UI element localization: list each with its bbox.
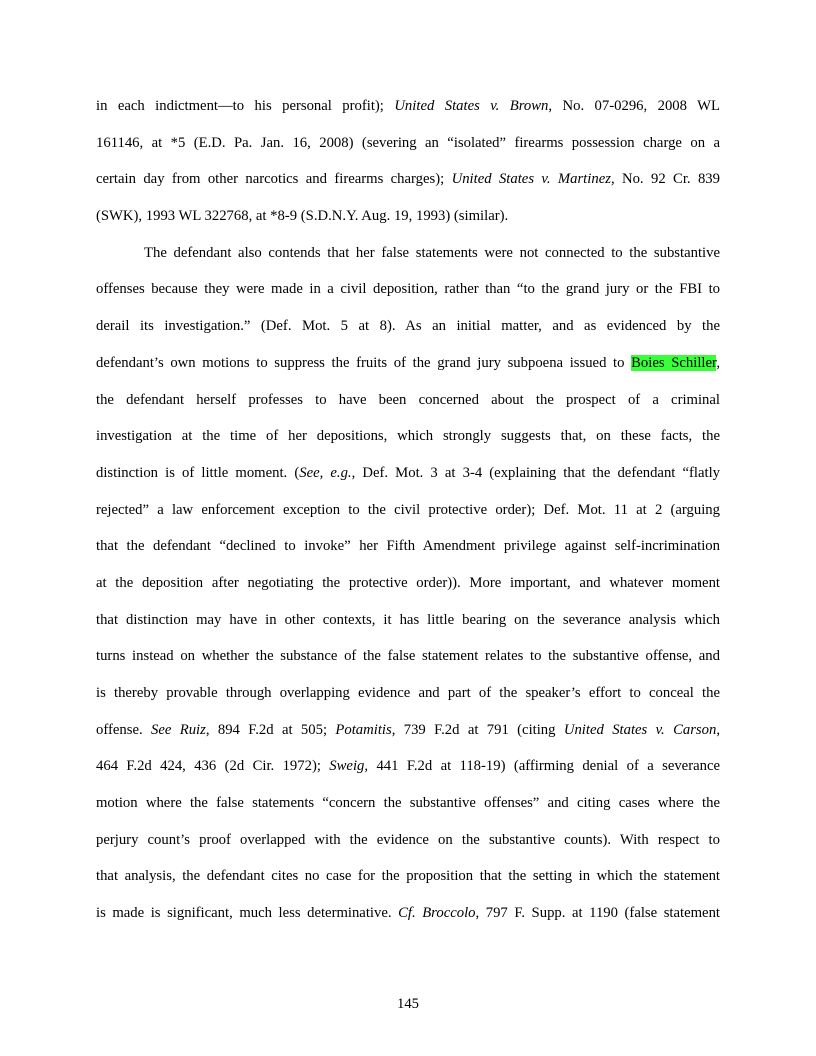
text-run: , 894 F.2d at 505; (205, 721, 336, 738)
text-line (96, 93, 720, 130)
text-run: investigation at the time of her depositions, which strongly suggests that, on these facts, the (96, 428, 720, 445)
text-run: , No. 07-0296, 2008 WL (548, 98, 720, 114)
text-run: rejected” a law enforcement exception to the civil protective order); Def. Mot. 11 at 2 (arguing (96, 501, 720, 518)
text-line (96, 790, 720, 827)
text-line (96, 863, 720, 900)
text-line (96, 570, 720, 607)
text-line (96, 313, 720, 350)
italic-citation: Sweig (329, 758, 365, 775)
text-run: the defendant herself professes to have been concerned about the prospect of a criminal (96, 391, 720, 408)
text-line (96, 827, 720, 864)
text-run: offenses because they were made in a civil deposition, rather than “to the grand jury or the FBI to (96, 281, 720, 298)
text-run: that the defendant “declined to invoke” her Fifth Amendment privilege against self-incrimination (96, 538, 720, 555)
text-run: The defendant also contends that her false statements were not connected to the substantive (144, 244, 720, 261)
text-run: distinction is of little moment. ( (96, 464, 300, 481)
text-run: 464 F.2d 424, 436 (2d Cir. 1972); (96, 758, 330, 775)
text-run: certain day from other narcotics and firearms charges); (96, 171, 452, 188)
text-line (96, 350, 720, 387)
text-run: that distinction may have in other contexts, it has little bearing on the severance analysis which (96, 611, 720, 628)
text-run: motion where the false statements “concern the substantive offenses” and citing cases where the (96, 795, 720, 812)
text-run: , 441 F.2d at 118-19) (affirming denial of a severance (364, 758, 720, 775)
text-run: , 797 F. Supp. at 1190 (false statement (475, 905, 720, 922)
document-body (96, 93, 720, 937)
text-run: in each indictment—to his personal profit); (96, 98, 395, 114)
text-line (96, 533, 720, 570)
text-line (96, 717, 720, 754)
italic-citation: See Ruiz (150, 721, 206, 738)
page-number: 145 (396, 996, 420, 1012)
text-line (96, 387, 720, 424)
italic-citation: Potamitis (335, 721, 392, 738)
text-line (96, 497, 720, 534)
text-line (96, 130, 720, 167)
text-line (96, 680, 720, 717)
text-run: that analysis, the defendant cites no case for the proposition that the setting in which the statement (96, 868, 720, 885)
text-run: offense. (96, 721, 151, 738)
text-run: , No. 92 Cr. 839 (610, 171, 720, 188)
text-run: 161146, at *5 (E.D. Pa. Jan. 16, 2008) (severing an “isolated” firearms possession charge on a (96, 134, 720, 151)
highlighted-text: Boies Schiller (631, 354, 717, 371)
text-run: , (716, 721, 721, 738)
text-run: at the deposition after negotiating the protective order)). More important, and whatever moment (96, 574, 720, 591)
text-run: defendant’s own motions to suppress the fruits of the grand jury subpoena issued to (96, 354, 632, 371)
text-run: is thereby provable through overlapping evidence and part of the speaker’s effort to conceal the (96, 685, 720, 701)
text-run: is made is significant, much less determinative. (96, 905, 399, 922)
text-line (96, 423, 720, 460)
text-run: , 739 F.2d at 791 (citing (391, 721, 564, 738)
text-run: , (716, 354, 720, 371)
italic-citation: Cf. Broccolo (398, 905, 476, 922)
text-line (96, 276, 720, 313)
text-line (96, 166, 720, 203)
italic-citation: United States v. Carson (563, 721, 717, 738)
italic-citation: See, e.g. (299, 464, 352, 481)
text-line (96, 607, 720, 644)
text-line (96, 900, 720, 937)
italic-citation: United States v. Brown (394, 98, 549, 114)
text-line (96, 460, 720, 497)
text-line (96, 240, 720, 277)
text-line (96, 753, 720, 790)
text-run: derail its investigation.” (Def. Mot. 5 at 8). As an initial matter, and as evidenced by the (96, 318, 720, 335)
text-run: perjury count’s proof overlapped with the evidence on the substantive counts). With respect to (96, 831, 720, 848)
text-line (96, 203, 720, 240)
italic-citation: United States v. Martinez (451, 171, 611, 188)
text-run: , Def. Mot. 3 at 3-4 (explaining that the defendant “flatly (351, 464, 720, 481)
text-line (96, 643, 720, 680)
text-run: (SWK), 1993 WL 322768, at *8-9 (S.D.N.Y. Aug. 19, 1993) (similar). (96, 208, 509, 225)
text-run: turns instead on whether the substance of the false statement relates to the substantive offense, and (96, 648, 720, 665)
